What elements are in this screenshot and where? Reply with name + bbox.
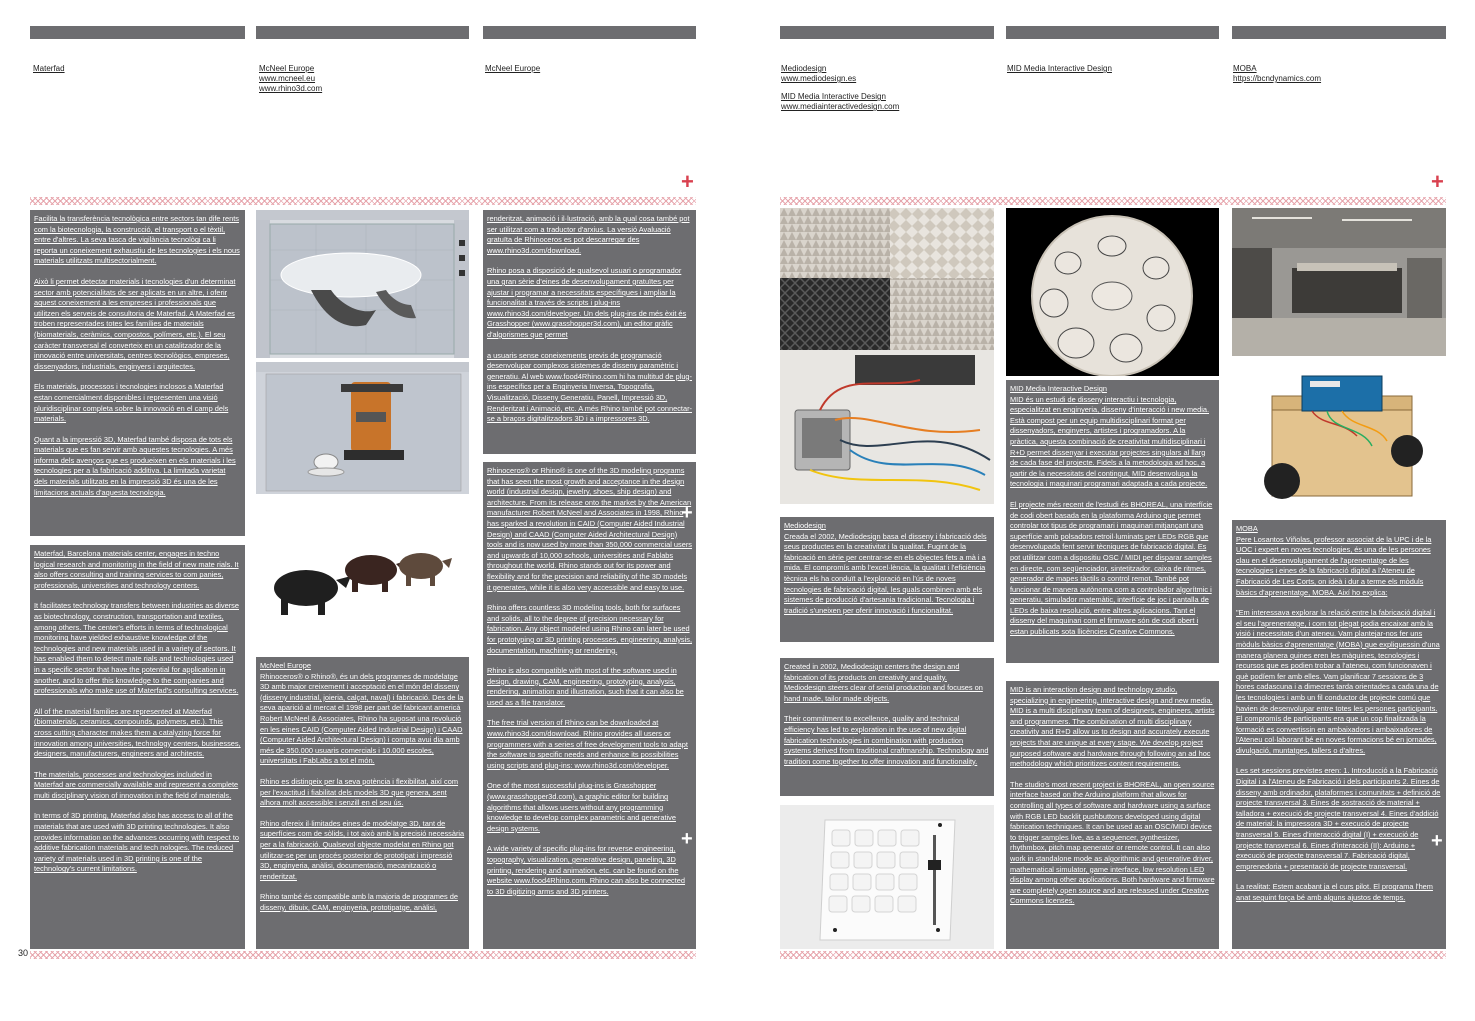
source-col6 bbox=[1233, 64, 1321, 84]
text-block-mid-ca bbox=[1006, 380, 1219, 663]
page-number: 30 bbox=[18, 948, 29, 958]
header-bar-col6 bbox=[1232, 26, 1446, 39]
section-title: MID Media Interactive Design bbox=[1010, 384, 1107, 393]
source-col2 bbox=[259, 64, 322, 94]
source-col3 bbox=[485, 64, 540, 74]
plus-icon: + bbox=[1431, 169, 1444, 194]
paragraph: Materfad, Barcelona materials center, engages in techno logical research and monitoring in the field of new mate rials. It also offers consulting and training services to com panies, professionals, universities and technology centers. bbox=[34, 549, 239, 590]
text-block-rhino-ca bbox=[483, 210, 696, 454]
paragraph: renderitzat, animació i il·lustració, amb la qual cosa també pot ser utilitzat com a traductor d'arxius. La versió Avaluació gratuïta de Rhinoceros es pot descarregar des www.rhino3d.com/download. bbox=[487, 214, 690, 255]
paragraph: The free trial version of Rhino can be downloaded at www.rhino3d.com/download. Rhino provides all users or programmers with a series of free development tools to adapt the software to specific needs and enhance its possibilities using scripts and plug-ins: www.rhino3d.com/developer. bbox=[487, 718, 688, 770]
paragraph: One of the most successful plug-ins is Grasshopper (www.grasshopper3d.com), a graphic editor for building algorithms that allows users without any programming knowledge to develop complex parametric and generative design systems. bbox=[487, 781, 676, 833]
zigzag-divider-bottom-left bbox=[30, 951, 696, 959]
source-link[interactable]: www.mediainteractivedesign.com bbox=[781, 102, 900, 111]
source-col4 bbox=[781, 64, 899, 112]
paragraph: Quant a la impressió 3D, Materfad també disposa de tots els materials que es fan servir amb aquestes tecnologies. A més informa dels avenços que es produeixen en els materials i les tecnologies per a la fabricació additiva. La limitada varietat dels materials utilitzats en la impressió 3D és una de les limitacions actuals d'aquesta tecnologia. bbox=[34, 434, 236, 497]
section-title: Mediodesign bbox=[784, 521, 826, 530]
fablab-workshop-photo bbox=[1232, 208, 1446, 356]
bhoreal-bowl-photo bbox=[1006, 208, 1219, 376]
paragraph: Rhinoceros® o Rhino®, és un dels programes de modelatge 3D amb major creixement i acceptació en el món del disseny (disseny industrial, joieria, calçat, naval) i fabricació. Des de la seva aparició al mercat el 1998 per part del fabricant americà Robert McNeel & Associates, Rhino ha suposat una revolució en les eines CAID (Computer Aided Industrial Design) i CAAD (Computer Aided Architectural Design) i compta avui dia amb més de 350.000 usuaris comercials i 10.000 escoles, universitats i FabLabs a tot el món. bbox=[260, 671, 464, 766]
plus-icon: + bbox=[1431, 830, 1443, 852]
source-link[interactable]: Materfad bbox=[33, 64, 65, 73]
paragraph: Rhino també és compatible amb la majoria de programes de disseny, dibuix, CAM, enginyeria, prototipatge, anàlisi, bbox=[260, 892, 459, 912]
paragraph: Les set sessions previstes eren: 1. Introducció a la Fabricació Digital i a l'Ateneu de Fabricació i dels participants 2. Eines de disseny amb ordinador, plataformes i comunitats + definició de projecte transversal 3. Eines de sostracció de material + talladora + execució de projecte transversal 4. Eines d'addició de material: la impressora 3D + execució de projecte transversal 5. Eines d'interacció digital (I) + execució de projecte transversal 6. Eines d'interacció (II): Arduino + execució de projecte transversal 7. Fabricació digital, emprenedoria + presentació de projecte transversal. bbox=[1236, 766, 1441, 871]
bowl-illustration bbox=[1006, 208, 1219, 376]
source-link[interactable]: www.mediodesign.es bbox=[781, 74, 857, 83]
paragraph: Rhinoceros® or Rhino® is one of the 3D modeling programs that has seen the most growth and acceptance in the design world (industrial design, jewelry, shoes, ship design) and architecture. From its release onto the market by the American manufacturer Robert McNeel and Associates in 1998, Rhino has sparked a revolution in CAID (Computer Aided Industrial Design) and CAAD (Computer Aided Architectural Design) tools and is now used by more than 350,000 commercial users and upwards of 10,000 schools, universities and Fablabs throughout the world. Rhino stands out for its power and flexibility and for the precision and reliability of the 3D models it generates, while it is also very accessible and easy to use. bbox=[487, 466, 692, 592]
coffee-machine-illustration bbox=[256, 362, 469, 494]
header-bar-col2 bbox=[256, 26, 469, 39]
mediodesign-textured-panels-photo bbox=[780, 208, 994, 350]
paragraph: "Em interessava explorar la relació entre la fabricació digital i el seu l'aprenentatge, i com tot plegat podia encaixar amb la visió i necessitats d'un ateneu. Vam plantejar-nos fer uns mòduls bàsics d'aprenentatge (MOBA) que expliquessin d'una manera planera quines eren les màquines, tecnologies i recursos que es podien trobar a l'ateneu, com funcionaven i què podíem fer amb elles. Vam planificar 7 sessions de 3 hores cadascuna i a dimecres tarda orientades a cada una de les tecnologies i amb un fil conductor de projecte comú que havien de desenvolupar entre totes les persones participants. El compromís de participants era que un cop finalitzada la formació es convertissin en ambaixadors i ambaixadores de l'Ateneu col·laborant bé en noves formacions bé en jornades, divulgació, muntatges, tallers o d'altres. bbox=[1236, 608, 1440, 755]
paragraph: It facilitates technology transfers between industries as diverse as biotechnology, construction, transportation and textiles, among others. The center's efforts in terms of technological monitoring have yielded exhaustive knowledge of the technologies and new materials used in a variety of sectors. It has enabled them to detect mate rials and technologies used in a specific sector that have the potential for application in another, and to offer this knowledge to the companies and professionals who make use of Materfad's consulting services. bbox=[34, 601, 239, 696]
paragraph: Facilita la transferència tecnològica entre sectors tan dife rents com la biotecnologia, la construcció, el transport o el tèxtil, entre d'altres. La seva tasca de vigilància tecnològi ca li reporta un coneixement exhaustiu de les tecnologies i els nous materials utilitzats multisectorialment. bbox=[34, 214, 240, 266]
header-bar-col1 bbox=[30, 26, 245, 39]
paragraph: Their commitment to excellence, quality and technical efficiency has led to exploration in the use of new digital fabrication technologies in combination with production systems derived from traditional craftmanship. Technology and tradition come together to offer innovation and functionality. bbox=[784, 714, 989, 766]
paragraph: Creada el 2002, Mediodesign basa el disseny i fabricació dels seus productes en la creativitat i la qualitat. Fugint de la fabricació en sèrie per centrar-se en els objectes fets a mà i a mida. El compromís amb l'excel·lència, la qualitat i l'eficiència tècnica els ha conduït a l'exploració en l'ús de noves tecnologies de fabricació digital, les quals combinen amb els sistemes de producció d'artesania tradicional. Tecnologia i tradició s'uneixen per oferir innovació i funcionalitat. bbox=[784, 531, 987, 615]
source-link[interactable]: Mediodesign bbox=[781, 64, 827, 73]
paragraph: A wide variety of specific plug-ins for reverse engineering, topography, visualization, generative design, paneling, 3D printing, rendering and animation, etc. can be found on the website www.food4Rhino.com. Rhino can also be connected to 3D digitizing arms and 3D printers. bbox=[487, 844, 686, 896]
robot-illustration bbox=[1232, 356, 1446, 518]
source-link[interactable]: McNeel Europe bbox=[485, 64, 541, 73]
paragraph: El projecte més recent de l'estudi és BHOREAL, una interfície de codi obert basada en la plataforma Arduino que permet controlar tot tipus de programari i maquinari mitjançant una superfície amb polsadors retroil·luminats per LEDs RGB que desenvolupada fent servir tècniques de fabricació digital. Es pot utilitzar com a dispositiu OSC / MIDI per disparar samples en directe, com seqüenciador, sintetitzador, caixa de ritmes, generador de mapes tàctils o control remot. També pot funcionar de manera autònoma com a controlador algorítmic i generatiu, simulador matemàtic, interfície de joc i pantalla de LEDs de baixa resolució, entre altres aplicacions. Tant el disseny del maquinari com el firmware són de codi obert i estan publicats sota llicències Creative Commons. bbox=[1010, 499, 1213, 637]
paragraph: Pere Losantos Viñolas, professor associat de la UPC i de la UOC i expert en noves tecnologies, és una de les persones clau en el desenvolupament de l'aprenentatge de les tecnologies i eines de la fabricació digital a l'Ateneu de Fabricació de Les Corts, on ideà i dur a terme els mòduls bàsics d'aprenentatge, MOBA. Així ho explica: bbox=[1236, 534, 1432, 597]
bhoreal-controller-photo bbox=[780, 805, 994, 949]
paragraph: Rhino ofereix il·limitades eines de modelatge 3D, tant de superfícies com de sòlids, i tot això amb la precisió necessària per a la fabricació. Qualsevol objecte modelat en Rhino pot utilitzar-se per un procés posterior de prototipat i impressió 3D, enginyeria, anàlisi, documentació, mecanització o renderitzat. bbox=[260, 818, 465, 881]
plus-icon: + bbox=[681, 169, 694, 194]
paragraph: Rhino es distingeix per la seva potència i flexibilitat, així com per l'exactitud i fiabilitat dels models 3D que genera, sent alhora molt accessible i senzill en el seu ús. bbox=[260, 776, 459, 808]
paragraph: La realitat: Estem acabant ja el curs pilot. El programa l'hem anat seguint força bé amb alguns ajustos de temps. bbox=[1236, 882, 1433, 902]
rhino-table-screenshot bbox=[256, 210, 469, 358]
section-title: McNeel Europe bbox=[260, 661, 311, 670]
paragraph: Això li permet detectar materials i tecnologies d'un determinat sector amb potencialitats de ser aplicats en un altre, i oferir aquest coneixement a les empreses i professionals que utilitzen els serveis de consultoria de Materfad. A Materfad es troben representades totes les famílies de materials (biomaterials, ceràmics, compostos, polímers, etc.). El seu caràcter transversal el converteix en un catalitzador de la innovació entre universitats, centres tecnològics, empreses, dissenyadors, industrials, enginyers i arquitectes. bbox=[34, 276, 236, 371]
electronics-illustration bbox=[780, 350, 994, 504]
source-link[interactable]: MID Media Interactive Design bbox=[781, 92, 886, 101]
text-block-mid-en bbox=[1006, 681, 1219, 949]
source-link[interactable]: https://bcndynamics.com bbox=[1233, 74, 1322, 83]
section-title: MOBA bbox=[1236, 524, 1258, 533]
bhoreal-controller-illustration bbox=[780, 805, 994, 949]
paragraph: Rhino offers countless 3D modeling tools, both for surfaces and solids, all to the degree of precision necessary for fabrication. Any object modeled using Rhino can later be used for prototyping or 3D printing processes, engineering, analysis, documentation, machining or rendering. bbox=[487, 603, 692, 655]
paragraph: a usuaris sense coneixements previs de programació desenvolupar complexos sistemes de disseny paramètric i generatiu. Al web www.food4Rhino.com hi ha multitud de plug-ins específics per a Enginyeria Inversa, Topografia, Visualització, Disseny Generatiu, Panell, Impressió 3D, Renderitzat i Animació, etc. A més Rhino també pot connectar-se a braços digitalitzadors 3D i a impressores 3D. bbox=[487, 350, 693, 424]
panel-texture-illustration bbox=[780, 208, 994, 350]
text-block-moba-ca bbox=[1232, 520, 1446, 949]
paragraph: Rhino posa a disposició de qualsevol usuari o programador una gran sèrie d'eines de desenvolupament gratuïtes per ajustar i programar a necessitats específiques i ampliar la funcionalitat a través de scripts i plug-ins www.rhino3d.com/developer. Un dels plug-ins de més èxit és Grasshopper (www.grasshopper3d.com), un editor gràfic d'algorismes que permet bbox=[487, 266, 687, 339]
moba-robot-photo bbox=[1232, 356, 1446, 518]
text-block-materfad-ca bbox=[30, 210, 245, 536]
source-col1 bbox=[33, 64, 65, 74]
source-col5 bbox=[1007, 64, 1112, 74]
zigzag-divider-bottom-right bbox=[780, 951, 1446, 959]
source-link[interactable]: McNeel Europe bbox=[259, 64, 315, 73]
text-block-mediodesign-ca bbox=[780, 517, 994, 642]
paragraph: Rhino is also compatible with most of the software used in design, drawing, CAM, engineering, prototyping, analysis, rendering, animation and illustration, such that it can also be used as a file translator. bbox=[487, 666, 684, 707]
source-link[interactable]: MID Media Interactive Design bbox=[1007, 64, 1112, 73]
plus-icon: + bbox=[681, 828, 693, 850]
rhinoceros-figures-illustration bbox=[256, 498, 469, 648]
rhino-coffee-machine-screenshot bbox=[256, 362, 469, 494]
text-block-mediodesign-en bbox=[780, 658, 994, 796]
text-block-materfad-en bbox=[30, 545, 245, 949]
paragraph: In terms of 3D printing, Materfad also has access to all of the materials that are used with 3D printing technologies. It also provides information on the advances occurring with respect to additive fabrication materials and tech nologies. The reduced variety of materials used in 3D printing is one of the technology's current limitations. bbox=[34, 811, 239, 874]
source-link[interactable]: www.mcneel.eu bbox=[259, 74, 316, 83]
header-bar-col3 bbox=[483, 26, 696, 39]
zigzag-divider-top-left bbox=[30, 197, 696, 205]
paragraph: Els materials, processos i tecnologies inclosos a Materfad estan comercialment disponibles i representen una visió pluridisciplinar completa sobre la innovació en el camp dels materials. bbox=[34, 382, 229, 424]
source-link[interactable]: www.rhino3d.com bbox=[259, 84, 323, 93]
header-bar-col5 bbox=[1006, 26, 1219, 39]
source-link[interactable]: MOBA bbox=[1233, 64, 1257, 73]
paragraph: MID is an interaction design and technology studio, specializing in engineering, interactive design and new media. MID is a multi disciplinary team of designers, engineers, artists and programmers. The combination of multi disciplinary creativity and R+D allow us to design and accurately execute projects that are unique at every stage. We develop project purposed software and hardware through following an ad hoc methodology which prioritizes content requirements. bbox=[1010, 685, 1215, 769]
paragraph: All of the material families are represented at Materfad (biomaterials, ceramics, compounds, polymers, etc.). This cross cutting character makes them a catalyzing force for innovation among universities, technology centers, businesses, designers, manufacturers, engineers and architects. bbox=[34, 706, 241, 759]
rhinoceros-figures-photo bbox=[256, 498, 469, 648]
zigzag-divider-top-right bbox=[780, 197, 1446, 205]
paragraph: The studio's most recent project is BHOREAL, an open source interface based on the Arduino platform that allows for controlling all types of software and hardware using a surface with RGB LED backlit pushbuttons developed using digital fabrication techniques. It can be used as an OSC/MIDI device to trigger samples live, as a sequencer, synthesizer, rhythmbox, pitch map generator or remote control. It can also work in standalone mode as algorithmic and generative driver, mathematical simulator, game interface, low resolution LED display among other applications. Both hardware and firmware are completely open source and are released under Creative Commons licenses. bbox=[1010, 779, 1215, 906]
plus-icon: + bbox=[681, 502, 693, 524]
header-bar-col4 bbox=[780, 26, 994, 39]
paragraph: Created in 2002, Mediodesign centers the design and fabrication of its products on creativity and quality. Mediodesign steers clear of serial production and focuses on hand made, tailor made objects. bbox=[784, 662, 983, 703]
electronics-wires-photo bbox=[780, 350, 994, 504]
text-block-mcneel-ca bbox=[256, 657, 469, 949]
paragraph: The materials, processes and technologies included in Materfad are commercially available and represent a complete multi disciplinary vision of innovation in the field of materials. bbox=[34, 769, 239, 800]
text-block-rhino-en bbox=[483, 462, 696, 949]
paragraph: MID és un estudi de disseny interactiu i tecnologia, especialitzat en enginyeria, disseny d'interacció i new media. Està compost per un equip multidisciplinari format per dissenyadors, enginyers, artistes i programadors. A la pràctica, aquesta combinació de creativitat multidisciplinari i R+D permet dissenyar i executar projectes singulars al llarg de cada fase del projecte. Fidels a la metodologia ad hoc, a partir de la necessitats del contingut, MID desenvolupa la tecnologia i maquinari programari adaptada a cada projecte. bbox=[1010, 394, 1210, 489]
plus-icon: + bbox=[1431, 498, 1443, 520]
rhino-table-illustration bbox=[256, 210, 469, 358]
workshop-illustration bbox=[1232, 208, 1446, 356]
